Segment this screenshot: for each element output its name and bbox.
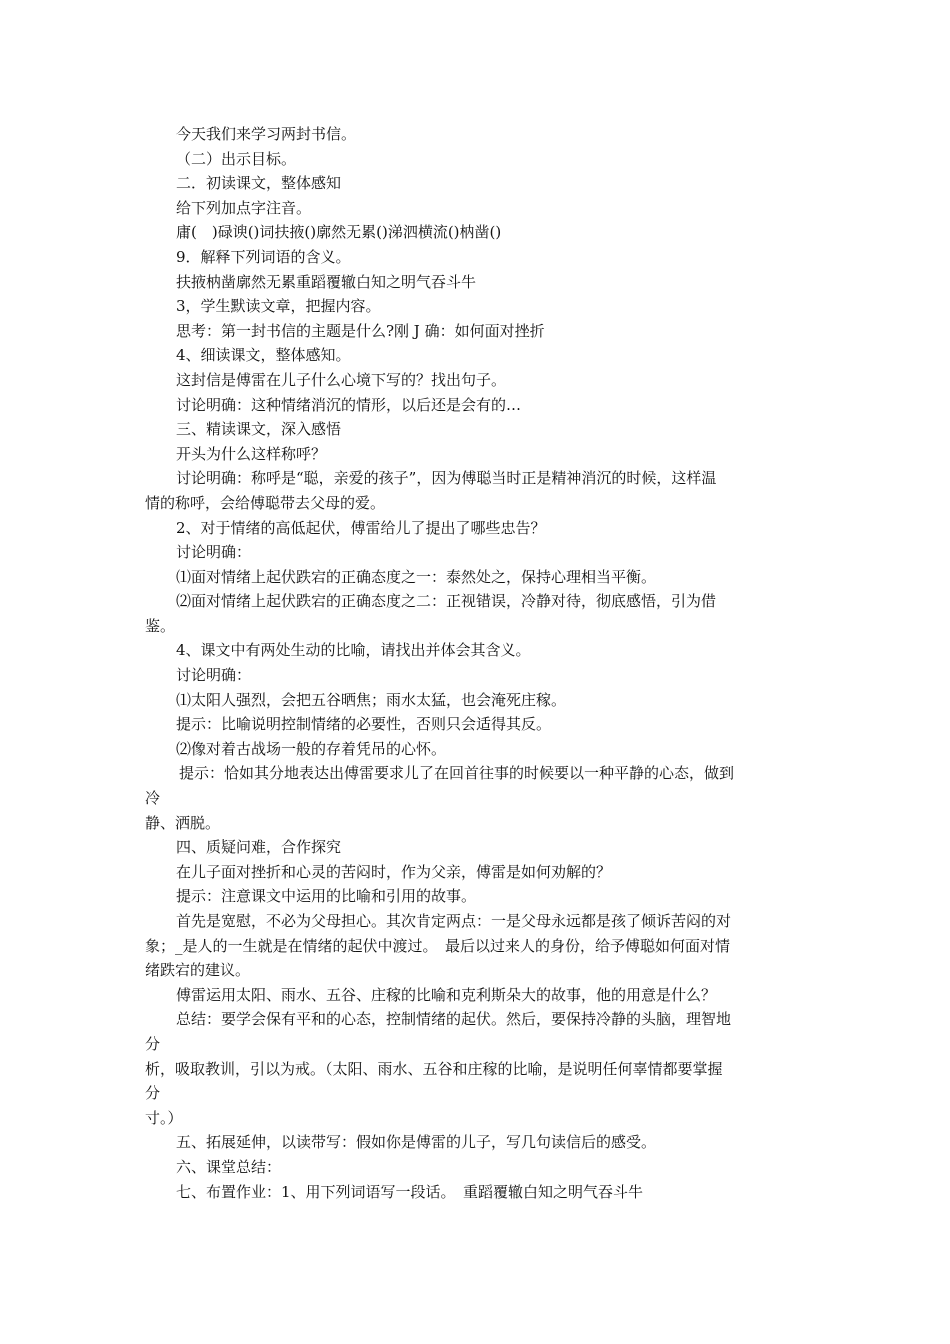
text-line: 这封信是傅雷在儿子什么心境下写的？找出句子。 bbox=[176, 370, 507, 389]
text-line: 象；_是人的一生就是在情绪的起伏中渡过。 最后以过来人的身份，给予傅聪如何面对情 bbox=[145, 936, 731, 955]
text-line: 情的称呼，会给傅聪带去父母的爱。 bbox=[145, 493, 386, 512]
text-line: 冷 bbox=[145, 789, 161, 808]
text-line: 鉴。 bbox=[145, 616, 176, 635]
text-line: 给下列加点字注音。 bbox=[176, 198, 312, 217]
text-line: 绪跌宕的建议。 bbox=[145, 961, 251, 980]
text-line: 讨论明确：这种情绪消沉的情形，以后还是会有的… bbox=[176, 395, 522, 414]
text-line: 五、拓展延伸，以读带写：假如你是傅雷的儿子，写几句读信后的感受。 bbox=[176, 1133, 657, 1152]
text-line: （二）出示目标。 bbox=[176, 149, 297, 168]
text-line: 在儿子面对挫折和心灵的苦闷时，作为父亲，傅雷是如何劝解的？ bbox=[176, 862, 612, 881]
text-line: 开头为什么这样称呼？ bbox=[176, 444, 327, 463]
text-line: 讨论明确： bbox=[176, 666, 252, 685]
text-line: ⑵像对着古战场一般的存着凭吊的心怀。 bbox=[176, 739, 447, 758]
text-line: 9．解释下列词语的含义。 bbox=[176, 247, 351, 266]
text-line: 析，吸取教训，引以为戒。（太阳、雨水、五谷和庄稼的比喻，是说明任何辜情都要掌握 bbox=[145, 1059, 723, 1078]
text-line: ⑴面对情绪上起伏跌宕的正确态度之一：泰然处之，保持心理相当平衡。 bbox=[176, 567, 657, 586]
text-line: 讨论明确：称呼是“聪，亲爱的孩子”，因为傅聪当时正是精神消沉的时候，这样温 bbox=[176, 469, 717, 488]
text-line: 七、布置作业：1、用下列词语写一段话。 重蹈覆辙白知之明气吞斗牛 bbox=[176, 1182, 644, 1201]
text-line: 首先是宽慰，不必为父母担心。其次肯定两点：一是父母永远都是孩了倾诉苦闷的对 bbox=[176, 912, 732, 930]
text-line: 分 bbox=[145, 1084, 161, 1103]
text-line: 四、质疑问难，合作探究 bbox=[176, 838, 342, 857]
text-line: 扶掖枘凿廓然无累重蹈覆辙白知之明气吞斗牛 bbox=[176, 272, 477, 291]
text-line: 六、课堂总结： bbox=[176, 1157, 282, 1176]
text-line: 提示：恰如其分地表达出傅雷要求儿了在回首往事的时候要以一种平静的心态，做到 bbox=[179, 764, 735, 783]
text-line: 3，学生默读文章，把握内容。 bbox=[176, 297, 381, 316]
text-line: 提示：注意课文中运用的比喻和引用的故事。 bbox=[176, 887, 477, 906]
text-line: 三、精读课文，深入感悟 bbox=[176, 420, 342, 439]
text-line: 寸。） bbox=[145, 1108, 183, 1127]
text-line: 提示：比喻说明控制情绪的必要性，否则只会适得其反。 bbox=[176, 715, 552, 734]
text-line: 总结：要学会保有平和的心态，控制情绪的起伏。然后，要保持冷静的头脑，理智地 bbox=[176, 1010, 732, 1029]
text-line: 思考：第一封书信的主题是什么?刚 J 确：如何面对挫折 bbox=[176, 321, 545, 340]
text-line: ⑴太阳人强烈，会把五谷晒焦；雨水太猛，也会淹死庄稼。 bbox=[176, 690, 567, 709]
text-line: 讨论明确： bbox=[176, 543, 252, 562]
text-line: 2、对于情绪的高低起伏，傅雷给儿了提出了哪些忠告？ bbox=[176, 518, 546, 537]
text-line: 静、洒脱。 bbox=[145, 813, 221, 832]
text-line: 4、细读课文，整体感知。 bbox=[176, 346, 351, 365]
text-line: 4、课文中有两处生动的比喻，请找出并体会其含义。 bbox=[176, 641, 531, 660]
text-line: 分 bbox=[145, 1034, 161, 1053]
text-line: ⑵面对情绪上起伏跌宕的正确态度之二：正视错误，冷静对待，彻底感悟，引为借 bbox=[176, 592, 717, 611]
text-line: 今天我们来学习两封书信。 bbox=[176, 125, 357, 143]
text-line: 庸( )碌谀()词扶掖()廓然无累()涕泗横流()枘凿() bbox=[176, 223, 502, 242]
text-line: 二．初读课文，整体感知 bbox=[176, 174, 342, 193]
text-line: 傅雷运用太阳、雨水、五谷、庄稼的比喻和克利斯朵大的故事，他的用意是什么？ bbox=[176, 985, 717, 1004]
document-body bbox=[145, 122, 810, 1204]
